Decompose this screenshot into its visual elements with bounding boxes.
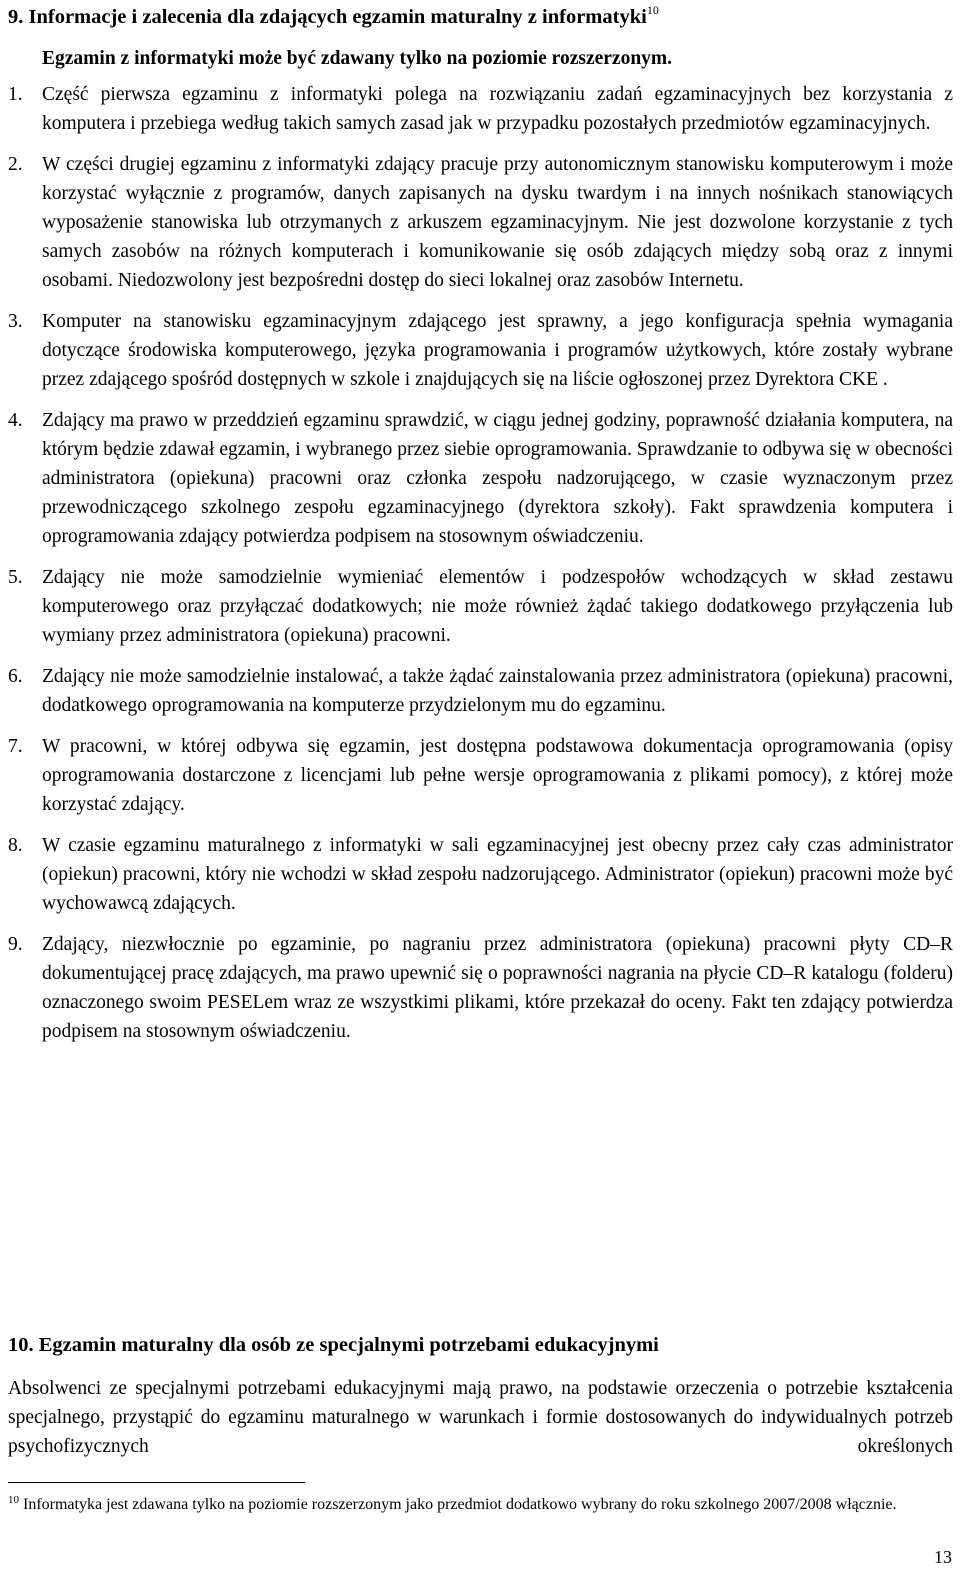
item-number: 3. <box>8 311 23 332</box>
item-text: Zdający, niezwłocznie po egzaminie, po nagraniu przez administratora (opiekuna) pracowni płyty CD–R dokumentującej pracę zdających, ma prawo upewnić się o poprawności nagrania na płycie CD–R katalogu (folderu) oznaczonego swoim PESELem wraz ze wszystkimi plikami, które przekazał do oceny. Fakt ten zdający potwierdza podpisem na stosownym oświadczeniu. <box>42 934 953 1042</box>
footnote-divider <box>8 1482 305 1483</box>
item-text: W pracowni, w której odbywa się egzamin, jest dostępna podstawowa dokumentacja oprogramowania (opisy oprogramowania dostarczone z licencjami lub pełne wersje oprogramowania z plikami pomocy), z której może korzystać zdający. <box>42 736 953 815</box>
footnote-reference: 10 <box>646 3 659 17</box>
section-9-heading <box>8 3 953 31</box>
list-item <box>8 406 953 551</box>
footnote-mark: 10 <box>8 1494 19 1506</box>
item-number: 4. <box>8 410 23 431</box>
section-9-subheading: Egzamin z informatyki może być zdawany tylko na poziomie rozszerzonym. <box>42 48 673 69</box>
item-text: W części drugiej egzaminu z informatyki zdający pracuje przy autonomicznym stanowisku komputerowym i może korzystać wyłącznie z programów, danych zapisanych na dysku twardym i na innych nośnikach stanowiących wyposażenie stanowiska lub otrzymanych z arkuszem egzaminacyjnym. Nie jest dozwolone korzystanie z tych samych zasobów na różnych komputerach i komunikowanie się osób zdających między sobą oraz z innymi osobami. Niedozwolony jest bezpośredni dostęp do sieci lokalnej oraz zasobów Internetu. <box>42 154 953 291</box>
page-number: 13 <box>934 1547 952 1567</box>
rules-list <box>8 80 953 1058</box>
footnote <box>8 1494 908 1516</box>
item-number: 9. <box>8 934 23 955</box>
item-number: 7. <box>8 736 23 757</box>
item-text: Część pierwsza egzaminu z informatyki polega na rozwiązaniu zadań egzaminacyjnych bez korzystania z komputera i przebiega według takich samych zasad jak w przypadku pozostałych przedmiotów egzaminacyjnych. <box>42 84 953 134</box>
list-item <box>8 307 953 394</box>
item-text: Komputer na stanowisku egzaminacyjnym zdającego jest sprawny, a jego konfiguracja spełnia wymagania dotyczące środowiska komputerowego, języka programowania i programów użytkowych, które zostały wybrane przez zdającego spośród dostępnych w szkole i znajdujących się na liście ogłoszonej przez Dyrektora CKE . <box>42 311 953 390</box>
list-item <box>8 150 953 295</box>
list-item <box>8 80 953 138</box>
footnote-text: Informatyka jest zdawana tylko na poziomie rozszerzonym jako przedmiot dodatkowo wybrany do roku szkolnego 2007/2008 włącznie. <box>23 1496 897 1513</box>
item-text: Zdający nie może samodzielnie wymieniać elementów i podzespołów wchodzących w skład zestawu komputerowego oraz przyłączać dodatkowych; nie może również żądać takiego dodatkowego przyłączenia lub wymiany przez administratora (opiekuna) pracowni. <box>42 567 953 646</box>
item-text: Zdający nie może samodzielnie instalować, a także żądać zainstalowania przez administratora (opiekuna) pracowni, dodatkowego oprogramowania na komputerze przydzielonym mu do egzaminu. <box>42 666 953 716</box>
item-number: 1. <box>8 84 23 105</box>
list-item <box>8 930 953 1046</box>
list-item <box>8 563 953 650</box>
section-10-heading: 10. Egzamin maturalny dla osób ze specjalnymi potrzebami edukacyjnymi <box>8 1334 659 1356</box>
item-number: 8. <box>8 835 23 856</box>
section-9-heading-text: 9. Informacje i zalecenia dla zdających egzamin maturalny z informatyki <box>8 6 647 28</box>
item-number: 6. <box>8 666 23 687</box>
item-text: W czasie egzaminu maturalnego z informatyki w sali egzaminacyjnej jest obecny przez cały czas administrator (opiekun) pracowni, który nie wchodzi w skład zespołu nadzorującego. Administrator (opiekun) pracowni może być wychowawcą zdających. <box>42 835 953 914</box>
section-10-paragraph: Absolwenci ze specjalnymi potrzebami edukacyjnymi mają prawo, na podstawie orzeczenia o potrzebie kształcenia specjalnego, przystąpić do egzaminu maturalnego w warunkach i formie dostosowanych do indywidualnych potrzeb psychofizycznych określonych <box>8 1378 953 1457</box>
list-item <box>8 831 953 918</box>
list-item <box>8 662 953 720</box>
list-item <box>8 732 953 819</box>
item-number: 5. <box>8 567 23 588</box>
item-number: 2. <box>8 154 23 175</box>
item-text: Zdający ma prawo w przeddzień egzaminu sprawdzić, w ciągu jednej godziny, poprawność działania komputera, na którym będzie zdawał egzamin, i wybranego przez siebie oprogramowania. Sprawdzanie to odbywa się w obecności administratora (opiekuna) pracowni oraz członka zespołu nadzorującego, w czasie wyznaczonym przez przewodniczącego szkolnego zespołu egzaminacyjnego (dyrektora szkoły). Fakt sprawdzenia komputera i oprogramowania zdający potwierdza podpisem na stosownym oświadczeniu. <box>42 410 953 547</box>
